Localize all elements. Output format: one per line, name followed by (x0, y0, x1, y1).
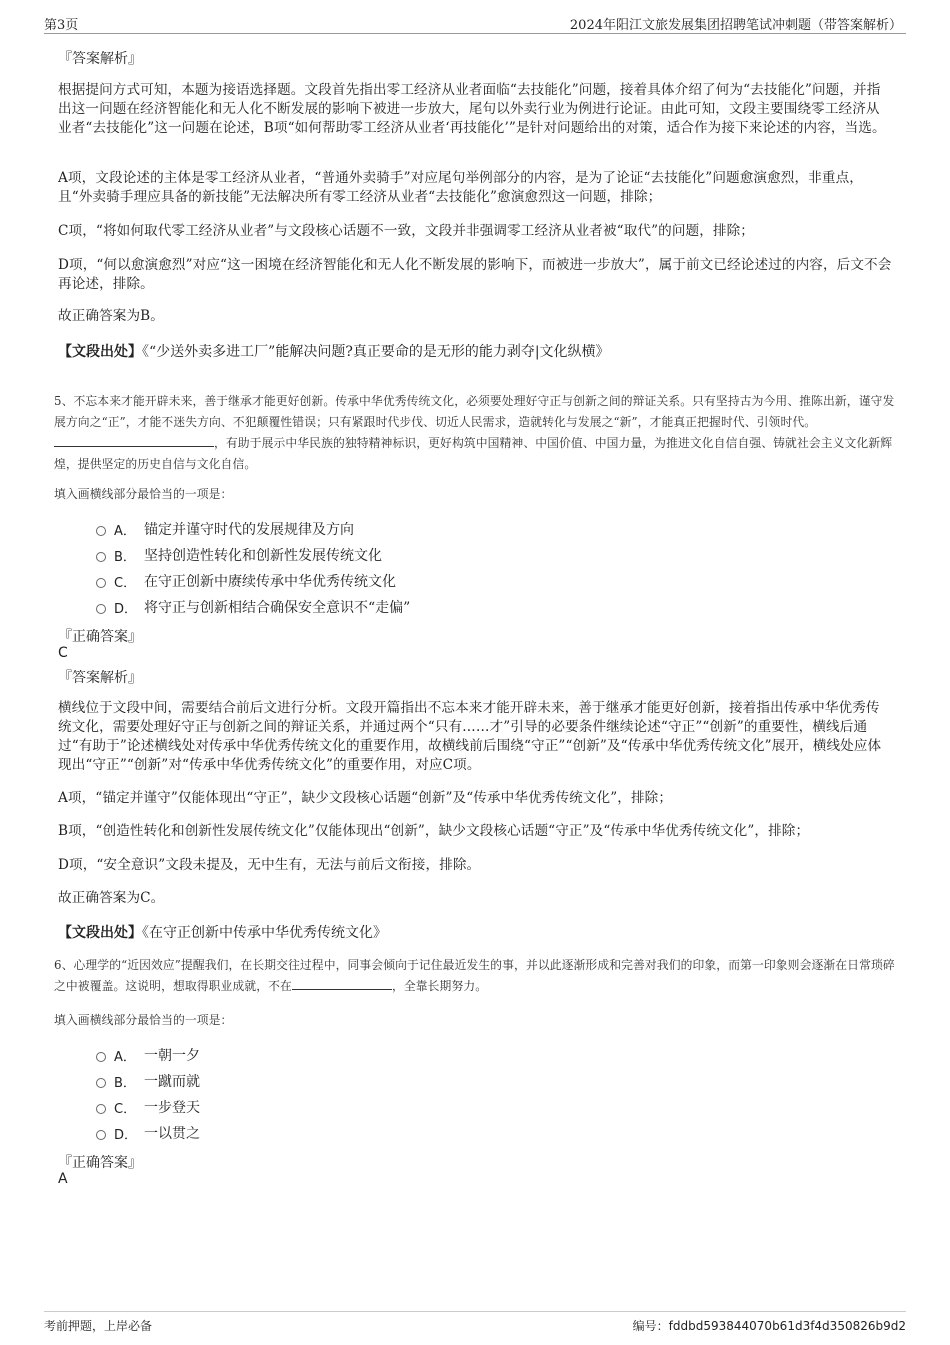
q5-stem-after-blank: ，有助于展示中华民族的独特精神标识，更好构筑中国精神、中国价值、中国力量，为推进文化自信自强、铸就社会主义文化新辉煌，提供坚定的历史自信与文化自信。 (54, 436, 893, 471)
radio-icon[interactable] (96, 1130, 106, 1140)
footer-slogan: 考前押题，上岸必备 (44, 1319, 153, 1333)
page-number: 第3页 (44, 18, 79, 33)
q5-option-a[interactable]: A． 锚定并谨守时代的发展规律及方向 (96, 518, 354, 540)
q5-option-c[interactable]: C． 在守正创新中赓续传承中华优秀传统文化 (96, 570, 396, 592)
fill-blank (54, 435, 214, 447)
q5-stem (54, 391, 899, 475)
page-footer (44, 1311, 906, 1335)
radio-icon[interactable] (96, 526, 106, 536)
q6-option-c[interactable]: C． 一步登天 (96, 1096, 200, 1118)
q5-source (58, 922, 387, 942)
document-title: 2024年阳江文旅发展集团招聘笔试冲刺题（带答案解析） (569, 18, 902, 33)
q6-stem-after-blank: ，全靠长期努力。 (391, 979, 488, 993)
q6-correct-answer: A (58, 1171, 68, 1187)
q4-source (58, 341, 610, 361)
q6-option-a[interactable]: A． 一朝一夕 (96, 1044, 200, 1066)
code-value: fddbd593844070b61d3f4d350826b9d2 (668, 1319, 906, 1333)
fill-blank (292, 978, 392, 990)
q6-stem-before-blank: 6、心理学的“近因效应”提醒我们，在长期交往过程中，同事会倾向于记住最近发生的事，并以此逐渐形成和完善对我们的印象，而第一印象则会逐渐在日常琐碎之中被覆盖。这说明，想取得职业成就，不在 (54, 958, 895, 993)
q5-option-d-analysis: D项，“安全意识”文段未提及，无中生有，无法与前后文衔接，排除。 (58, 857, 481, 873)
q5-conclusion: 故正确答案为C。 (58, 890, 165, 906)
code-label: 编号： (632, 1319, 669, 1333)
radio-icon[interactable] (96, 578, 106, 588)
q5-prompt: 填入画横线部分最恰当的一项是： (54, 487, 233, 501)
q4-option-c-analysis: C项，“将如何取代零工经济从业者”与文段核心话题不一致，文段并非强调零工经济从业者被“取代”的问题，排除； (58, 223, 754, 239)
source-label: 【文段出处】 (58, 344, 142, 360)
q5-option-a-analysis: A项，“锚定并谨守”仅能体现出“守正”，缺少文段核心话题“创新”及“传承中华优秀传统文化”，排除； (58, 790, 673, 806)
q6-stem (54, 955, 899, 997)
page-header (44, 10, 906, 34)
q5-correct-answer: C (58, 645, 68, 661)
q6-option-d[interactable]: D． 一以贯之 (96, 1122, 200, 1144)
source-text: 《“少送外卖多进工厂”能解决问题?真正要命的是无形的能力剥夺|文化纵横》 (142, 344, 610, 360)
radio-icon[interactable] (96, 1052, 106, 1062)
q6-option-b[interactable]: B． 一蹴而就 (96, 1070, 200, 1092)
analysis-label: 『答案解析』 (58, 51, 142, 67)
radio-icon[interactable] (96, 604, 106, 614)
source-label: 【文段出处】 (58, 925, 142, 941)
q4-option-d-analysis: D项，“何以愈演愈烈”对应“这一困境在经济智能化和无人化不断发展的影响下，而被进一步放大”，属于前文已经论述过的内容，后文不会再论述，排除。 (58, 257, 892, 292)
q4-analysis: 根据提问方式可知，本题为接语选择题。文段首先指出零工经济从业者面临“去技能化”问题，接着具体介绍了何为“去技能化”问题，并指出这一问题在经济智能化和无人化不断发展的影响下被进一步放大，尾句以外卖行业为例进行论证。由此可知，文段主要围绕零工经济从业者“去技能化”这一问题在论述，B项“如何帮助零工经济从业者‘再技能化’”是针对问题给出的对策，适合作为接下来论述的内容，当选。 (58, 82, 886, 136)
document-code (633, 1317, 906, 1334)
radio-icon[interactable] (96, 1078, 106, 1088)
correct-answer-label: 『正确答案』 (58, 629, 142, 645)
q5-option-b-analysis: B项，“创造性转化和创新性发展传统文化”仅能体现出“创新”，缺少文段核心话题“守正”及“传承中华优秀传统文化”，排除； (58, 823, 810, 839)
correct-answer-label: 『正确答案』 (58, 1155, 142, 1171)
q4-conclusion: 故正确答案为B。 (58, 308, 164, 324)
q6-prompt: 填入画横线部分最恰当的一项是： (54, 1013, 233, 1027)
q5-option-d[interactable]: D． 将守正与创新相结合确保安全意识不“走偏” (96, 596, 410, 618)
q5-analysis: 横线位于文段中间，需要结合前后文进行分析。文段开篇指出不忘本来才能开辟未来，善于继承才能更好创新，接着指出传承中华优秀传统文化，需要处理好守正与创新之间的辩证关系，并通过两个“只有……才”引导的必要条件继续论述“守正”“创新”的重要性，横线后通过“有助于”论述横线处对传承中华优秀传统文化的重要作用，故横线前后围绕“守正”“创新”及“传承中华优秀传统文化”展开，横线处应体现出“守正”“创新”对“传承中华优秀传统文化”的重要作用，对应C项。 (58, 700, 882, 773)
source-text: 《在守正创新中传承中华优秀传统文化》 (142, 925, 387, 941)
q5-option-b[interactable]: B． 坚持创造性转化和创新性发展传统文化 (96, 544, 382, 566)
q5-stem-before-blank: 5、不忘本来才能开辟未来，善于继承才能更好创新。传承中华优秀传统文化，必须要处理好守正与创新之间的辩证关系。只有坚持古为今用、推陈出新，谨守发展方向之“正”，才能不迷失方向、不犯颠覆性错误；只有紧跟时代步伐、切近人民需求，造就转化与发展之“新”，才能真正把握时代、引领时代。 (54, 394, 895, 429)
radio-icon[interactable] (96, 552, 106, 562)
q4-option-a-analysis: A项，文段论述的主体是零工经济从业者，“普通外卖骑手”对应尾句举例部分的内容，是为了论证“去技能化”问题愈演愈烈，非重点，且“外卖骑手理应具备的新技能”无法解决所有零工经济从业者“去技能化”愈演愈烈这一问题，排除； (58, 170, 863, 205)
analysis-label: 『答案解析』 (58, 670, 142, 686)
radio-icon[interactable] (96, 1104, 106, 1114)
